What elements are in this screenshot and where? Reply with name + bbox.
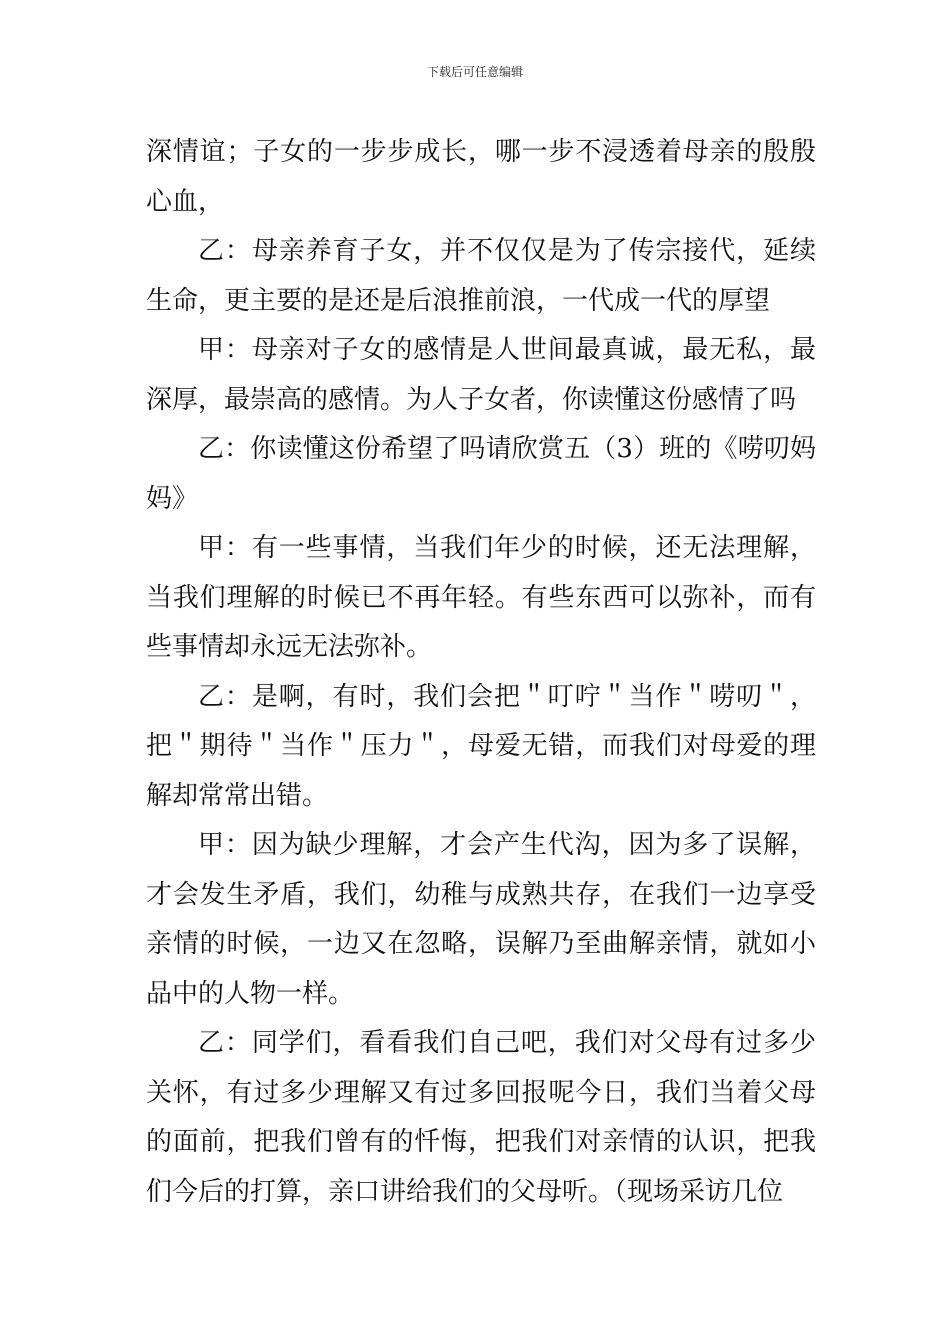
page-header-note: 下载后可任意编辑 [426, 65, 523, 79]
paragraph-dialogue: 乙：母亲养育子女，并不仅仅是为了传宗接代，延续生命，更主要的是还是后浪推前浪，一代成一代的厚望 [146, 236, 816, 316]
paragraph-dialogue: 乙：你读懂这份希望了吗请欣赏五（3）班的《唠叨妈妈》 [146, 434, 816, 514]
paragraph-dialogue: 甲：有一些事情，当我们年少的时候，还无法理解，当我们理解的时候已不再年轻。有些东西可以弥补，而有些事情却永远无法弥补。 [146, 533, 816, 662]
paragraph-dialogue: 乙：是啊，有时，我们会把＂叮咛＂当作＂唠叨＂，把＂期待＂当作＂压力＂，母爱无错，而我们对母爱的理解却常常出错。 [146, 681, 816, 811]
paragraph-dialogue: 甲：因为缺少理解，才会产生代沟，因为多了误解，才会发生矛盾，我们，幼稚与成熟共存，在我们一边享受亲情的时候，一边又在忽略，误解乃至曲解亲情，就如小品中的人物一样。 [146, 830, 816, 1009]
paragraph-dialogue: 乙：同学们，看看我们自己吧，我们对父母有过多少关怀，有过多少理解又有过多回报呢今日，我们当着父母的面前，把我们曾有的忏悔，把我们对亲情的认识，把我们今后的打算，亲口讲给我们的父母听。（现场采访几位 [146, 1028, 816, 1207]
paragraph-dialogue: 甲：母亲对子女的感情是人世间最真诚，最无私，最深厚，最崇高的感情。为人子女者，你读懂这份感情了吗 [146, 335, 816, 415]
document-body [146, 128, 816, 1217]
paragraph-continuation: 深情谊；子女的一步步成长，哪一步不浸透着母亲的殷殷心血， [146, 137, 816, 217]
